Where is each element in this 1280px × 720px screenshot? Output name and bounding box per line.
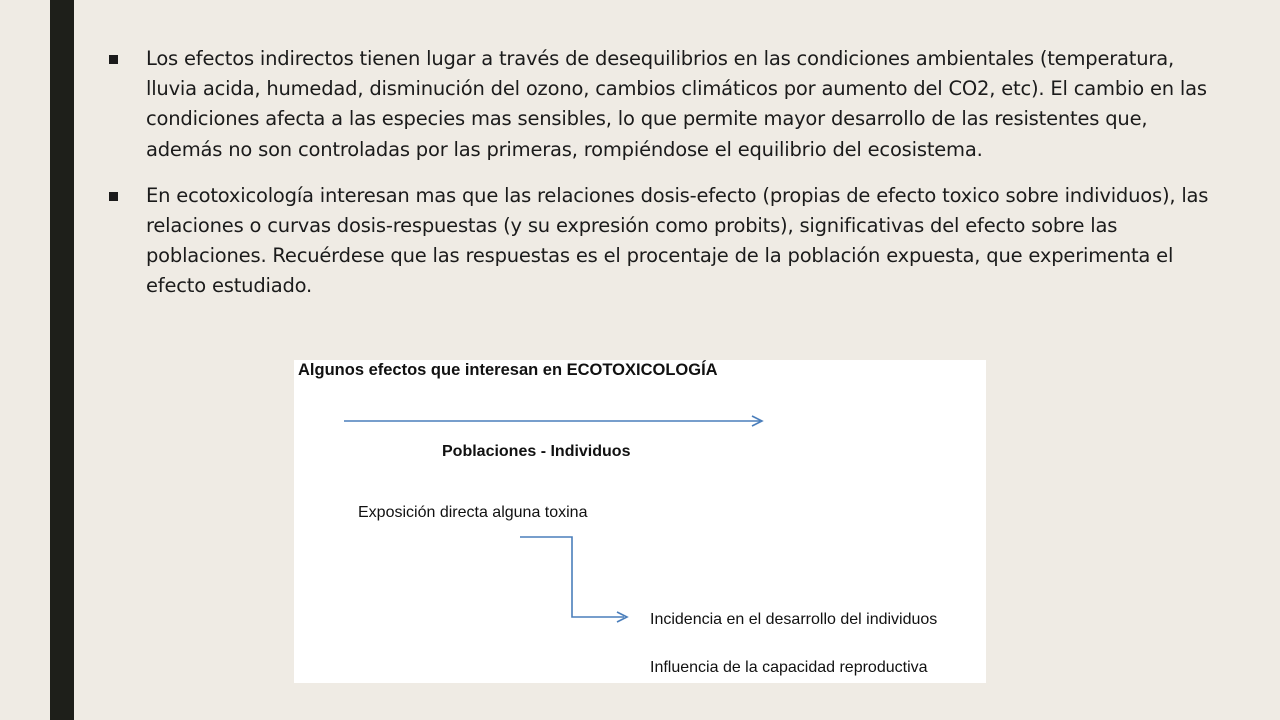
ecotoxicology-effects-figure — [294, 360, 986, 683]
square-bullet-icon — [109, 192, 118, 201]
bullet-item-indirect-effects — [105, 44, 1225, 165]
figure-subtitle: Poblaciones - Individuos — [442, 443, 631, 460]
bullet-item-ecotoxicology — [105, 181, 1225, 302]
influence-label: Influencia de la capacidad reproductiva — [650, 659, 928, 676]
square-bullet-icon — [109, 55, 118, 64]
figure-title: Algunos efectos que interesan en ECOTOXICOLOGÍA — [298, 361, 718, 379]
left-accent-bar — [50, 0, 74, 720]
exposure-label: Exposición directa alguna toxina — [358, 504, 588, 521]
elbow-arrow — [520, 537, 627, 622]
bullet-list — [105, 44, 1225, 318]
incidence-label: Incidencia en el desarrollo del individuos — [650, 611, 938, 628]
horizontal-arrow — [344, 416, 762, 426]
bullet-text: En ecotoxicología interesan mas que las relaciones dosis-efecto (propias de efecto toxico sobre individuos), las relaciones o curvas dosis-respuestas (y su expresión como probits), significativas del efecto sobre las poblaciones. Recuérdese que las respuestas es el procentaje de la población expuesta, que experimenta el efecto estudiado. — [146, 183, 1209, 298]
bullet-text: Los efectos indirectos tienen lugar a través de desequilibrios en las condiciones ambientales (temperatura, lluvia acida, humedad, disminución del ozono, cambios climáticos por aumento del CO2, etc). El cambio en las condiciones afecta a las especies mas sensibles, lo que permite mayor desarrollo de las resistentes que, además no son controladas por las primeras, rompiéndose el equilibrio del ecosistema. — [146, 47, 1207, 161]
